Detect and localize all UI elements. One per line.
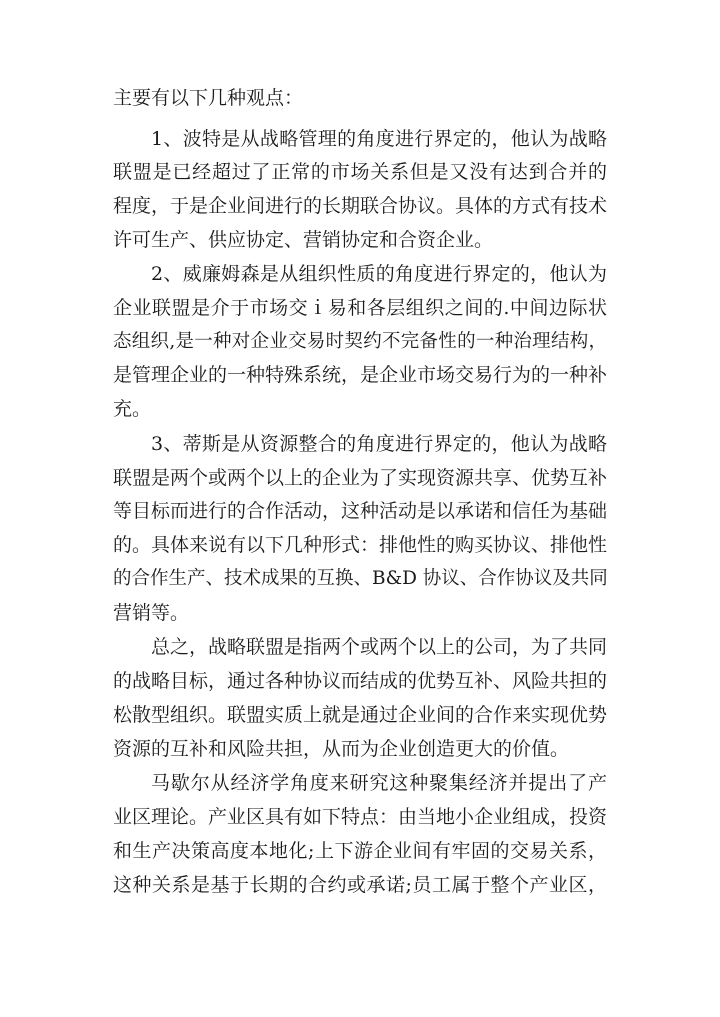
paragraph-view-3-line: 的合作生产、技术成果的互换、B&D 协议、合作协议及共同 (113, 568, 608, 589)
paragraph-view-2-line: 2、威廉姆森是从组织性质的角度进行界定的，他认为 (151, 263, 607, 285)
paragraph-summary-line: 总之，战略联盟是指两个或两个以上的公司，为了共同 (151, 636, 608, 658)
paragraph-intro-line: 主要有以下几种观点： (113, 87, 304, 109)
paragraph-view-3-line: 营销等。 (113, 602, 190, 624)
paragraph-view-1-line: 程度，于是企业间进行的长期联合协议。具体的方式有技术 (113, 195, 608, 217)
paragraph-marshall-line: 马歇尔从经济学角度来研究这种聚集经济并提出了产 (151, 772, 607, 794)
paragraph-view-3-line: 等目标而进行的合作活动，这种活动是以承诺和信任为基础 (113, 500, 608, 522)
paragraph-marshall-line: 业区理论。产业区具有如下特点：由当地小企业组成，投资 (113, 806, 608, 828)
paragraph-marshall-line: 这种关系是基于长期的合约或承诺;员工属于整个产业区， (113, 874, 607, 896)
paragraph-marshall-line: 和生产决策高度本地化;上下游企业间有牢固的交易关系， (113, 840, 607, 862)
paragraph-view-1-line: 1、波特是从战略管理的角度进行界定的，他认为战略 (151, 128, 607, 150)
paragraph-view-2-line: 是管理企业的一种特殊系统，是企业市场交易行为的一种补 (113, 364, 608, 386)
paragraph-summary-line: 松散型组织。联盟实质上就是通过企业间的合作来实现优势 (113, 704, 608, 726)
paragraph-view-3-line: 3、蒂斯是从资源整合的角度进行界定的，他认为战略 (151, 433, 607, 455)
paragraph-summary-line: 资源的互补和风险共担，从而为企业创造更大的价值。 (113, 738, 570, 760)
paragraph-view-3-line: 的。具体来说有以下几种形式：排他性的购买协议、排他性 (113, 534, 608, 556)
paragraph-view-1-line: 联盟是已经超过了正常的市场关系但是又没有达到合并的 (113, 161, 607, 183)
paragraph-summary-line: 的战略目标，通过各种协议而结成的优势互补、风险共担的 (113, 670, 608, 692)
paragraph-view-3-line: 联盟是两个或两个以上的企业为了实现资源共享、优势互补 (113, 467, 608, 489)
paragraph-view-2-line: 企业联盟是介于市场交ｉ易和各层组织之间的.中间边际状 (113, 297, 607, 319)
paragraph-view-2-line: 态组织,是一种对企业交易时契约不完备性的一种治理结构， (113, 331, 607, 352)
paragraph-view-2-line: 充。 (113, 398, 152, 420)
paragraph-view-1-line: 许可生产、供应协定、营销协定和合资企业。 (113, 229, 494, 251)
